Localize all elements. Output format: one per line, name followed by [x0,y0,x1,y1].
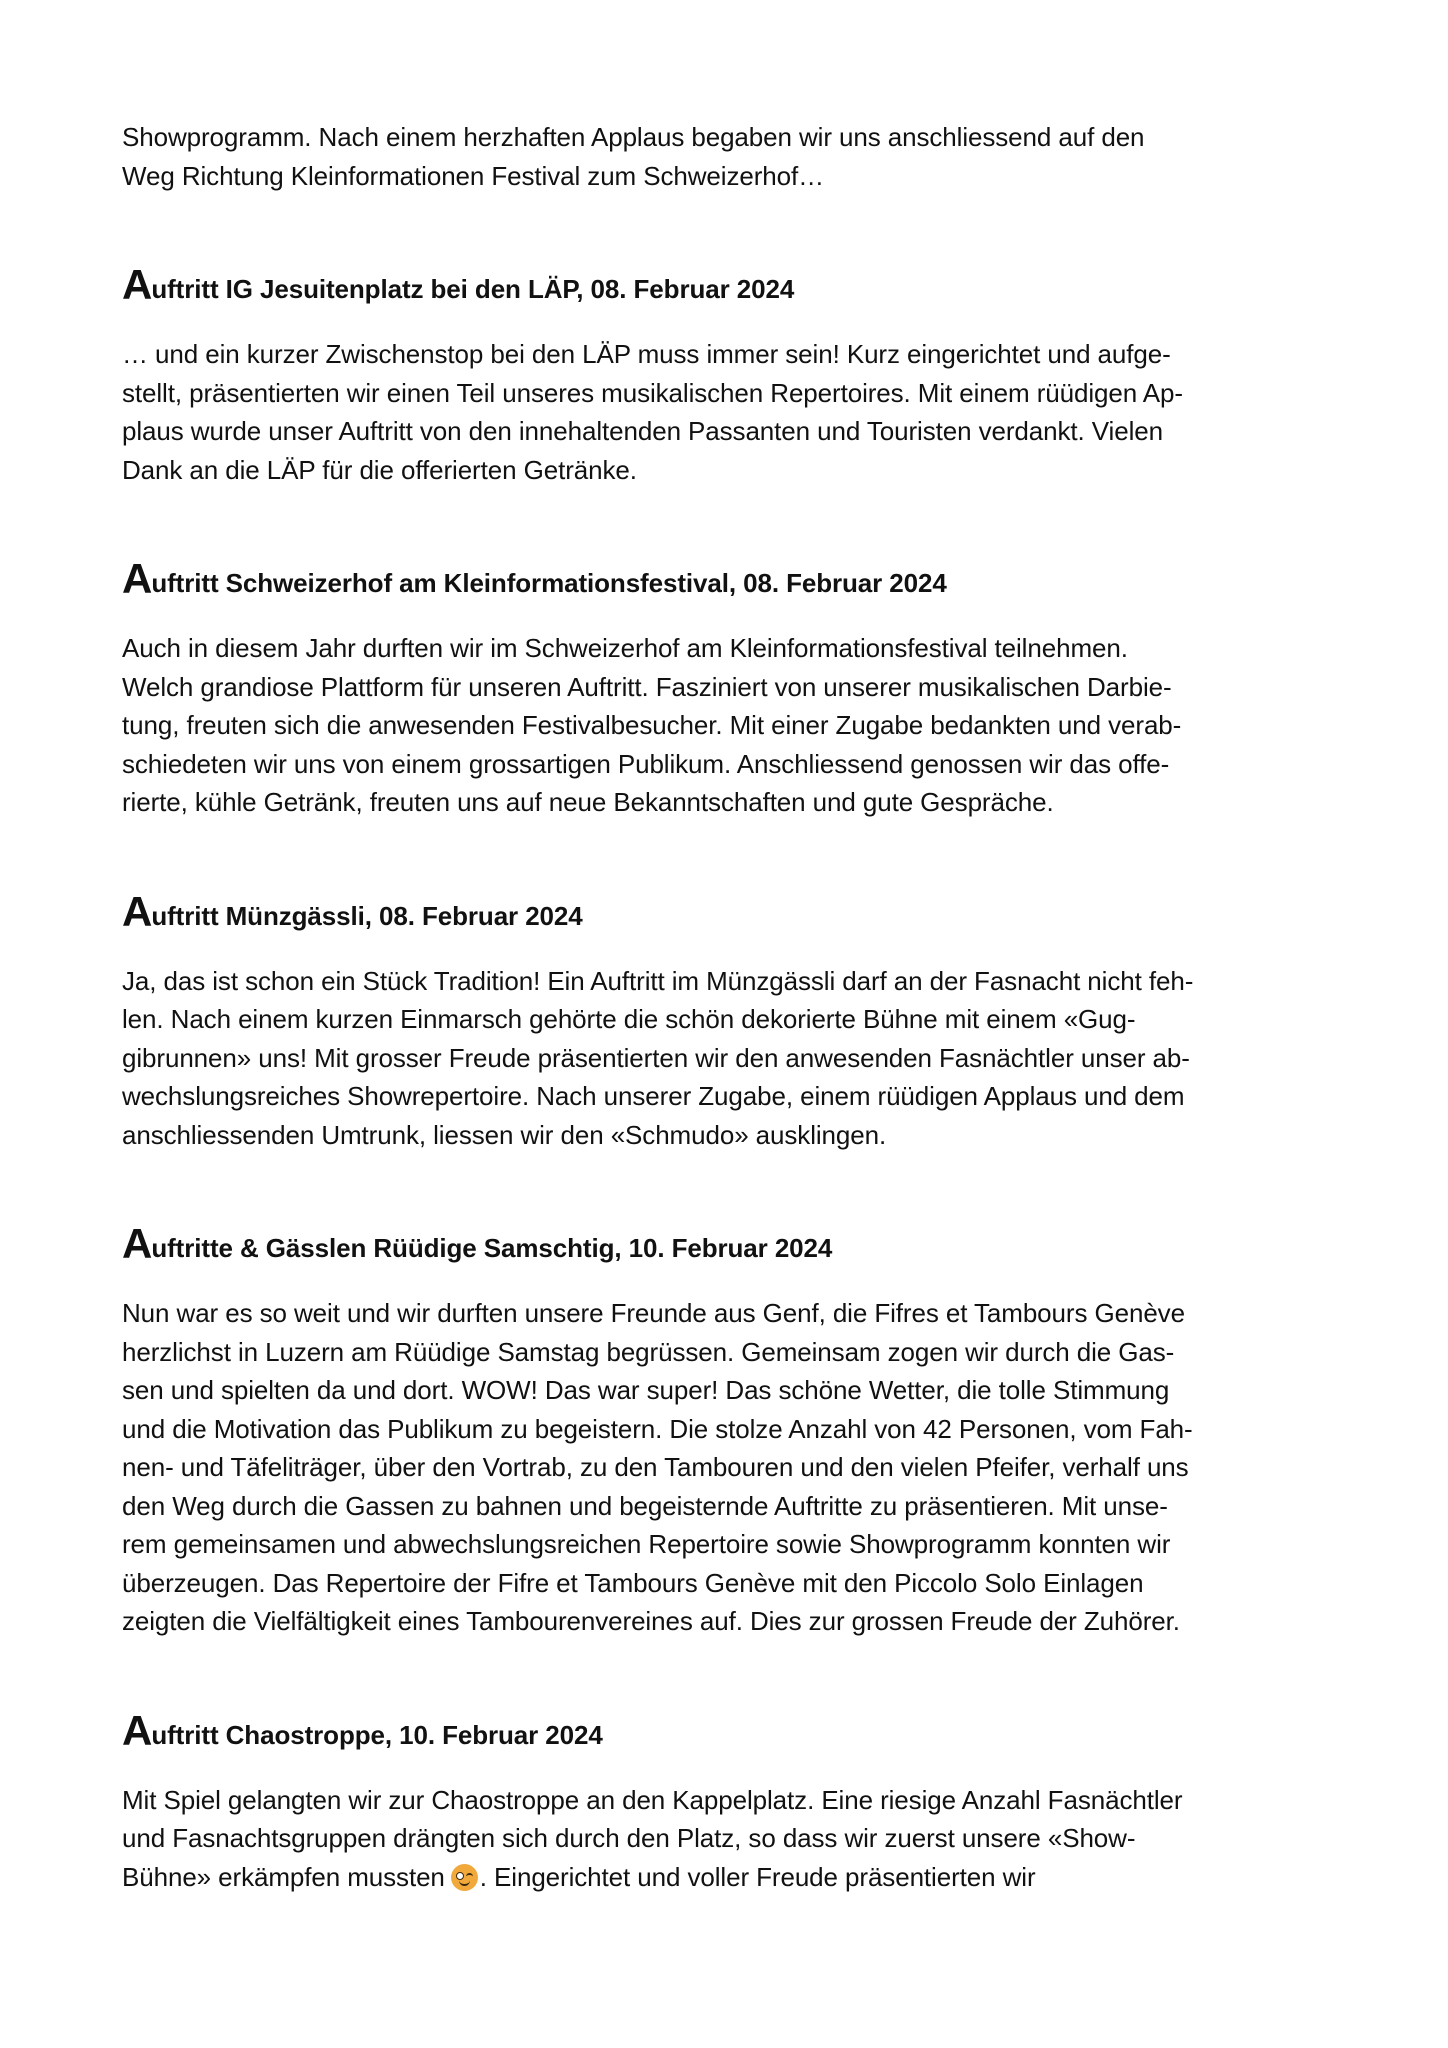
text-line: len. Nach einem kurzen Einmarsch gehörte die schön dekorierte Bühne mit einem «Gug- [122,1004,1136,1034]
winking-face-icon [451,1864,478,1891]
text-line: und die Motivation das Publikum zu begeistern. Die stolze Anzahl von 42 Personen, vom Fah- [122,1413,1193,1444]
text-line: Weg Richtung Kleinformationen Festival zum Schweizerhof… [122,160,825,191]
section-heading [122,555,1332,603]
section-body [122,335,1332,489]
text-line: Showprogramm. Nach einem herzhaften Applaus begaben wir uns anschliessend auf den [122,122,1145,152]
text-fragment: . Eingerichtet und voller Freude präsentierten wir [479,1861,1036,1892]
heading-text: uftritt Münzgässli, 08. Februar 2024 [151,900,583,931]
text-line: und Fasnachtsgruppen drängten sich durch den Platz, so dass wir zuerst unsere «Show- [122,1823,1136,1853]
text-line: rem gemeinsamen und abwechslungsreichen Repertoire sowie Showprogramm konnten wir [122,1529,1171,1559]
heading-initial: A [122,1706,152,1754]
section-heading [122,261,1332,309]
section-body [122,1294,1332,1641]
text-line: überzeugen. Das Repertoire der Fifre et Tambours Genève mit den Piccolo Solo Einlagen [122,1567,1144,1598]
heading-initial: A [122,1220,152,1267]
intro-paragraph [122,118,1332,195]
section-body [122,629,1332,822]
text-line: sen und spielten da und dort. WOW! Das war super! Das schöne Wetter, die tolle Stimmung [122,1375,1170,1405]
section-chaostroppe [122,1706,1332,1897]
text-line: den Weg durch die Gassen zu bahnen und begeisternde Auftritte zu präsentieren. Mit unse- [122,1490,1168,1521]
section-heading [122,887,1332,936]
text-line: Nun war es so weit und wir durften unsere Freunde aus Genf, die Fifres et Tambours Genève [122,1298,1185,1328]
heading-text: uftritt IG Jesuitenplatz bei den LÄP, 08. Februar 2024 [151,274,795,304]
text-line: zeigten die Vielfältigkeit eines Tambourenvereines auf. Dies zur grossen Freude der Zuhörer. [122,1606,1180,1636]
text-line: nen- und Täfeliträger, über den Vortrab, zu den Tambouren und den vielen Pfeifer, verhalf uns [122,1452,1189,1482]
section-jesuitenplatz [122,261,1332,489]
text-line: … und ein kurzer Zwischenstop bei den LÄP muss immer sein! Kurz eingerichtet und aufge- [122,339,1171,369]
document-page [122,118,1332,1896]
text-line: Dank an die LÄP für die offerierten Getränke. [122,454,637,485]
section-heading [122,1220,1332,1268]
text-line: gibrunnen» uns! Mit grosser Freude präsentierten wir den anwesenden Fasnächtler unser ab- [122,1042,1190,1073]
heading-text: uftritt Schweizerhof am Kleinformationsfestival, 08. Februar 2024 [151,568,947,598]
section-muenzgaessli [122,887,1332,1155]
section-ruedige-samschtig [122,1220,1332,1641]
heading-initial: A [122,261,152,308]
text-line: rierte, kühle Getränk, freuten uns auf neue Bekanntschaften und gute Gespräche. [122,787,1054,817]
text-line: Welch grandiose Plattform für unseren Auftritt. Fasziniert von unserer musikalischen Darbie- [122,671,1172,702]
text-line [122,1858,1332,1897]
text-line: schiedeten wir uns von einem grossartigen Publikum. Anschliessend genossen wir das offe- [122,748,1170,779]
text-line: plaus wurde unser Auftritt von den innehaltenden Passanten und Touristen verdankt. Vielen [122,416,1163,446]
text-line: stellt, präsentierten wir einen Teil unseres musikalischen Repertoires. Mit einem rüüdigen Ap- [122,377,1183,408]
text-line: tung, freuten sich die anwesenden Festivalbesucher. Mit einer Zugabe bedankten und verab- [122,710,1182,740]
heading-initial: A [122,887,152,935]
text-line: herzlichst in Luzern am Rüüdige Samstag begrüssen. Gemeinsam zogen wir durch die Gas- [122,1336,1175,1367]
text-line: Mit Spiel gelangten wir zur Chaostroppe an den Kappelplatz. Eine riesige Anzahl Fasnächtler [122,1784,1183,1815]
heading-initial: A [122,555,152,602]
heading-text: uftritte & Gässlen Rüüdige Samschtig, 10. Februar 2024 [151,1233,833,1263]
text-line: Ja, das ist schon ein Stück Tradition! Ein Auftritt im Münzgässli darf an der Fasnacht nicht feh- [122,965,1194,996]
text-line: Auch in diesem Jahr durften wir im Schweizerhof am Kleinformationsfestival teilnehmen. [122,633,1128,663]
heading-text: uftritt Chaostroppe, 10. Februar 2024 [151,1719,603,1750]
section-heading [122,1706,1332,1755]
text-line: anschliessenden Umtrunk, liessen wir den «Schmudo» ausklingen. [122,1119,887,1150]
section-body [122,1781,1332,1897]
text-fragment: Bühne» erkämpfen mussten [122,1861,445,1892]
section-schweizerhof [122,555,1332,822]
text-line: wechslungsreiches Showrepertoire. Nach unserer Zugabe, einem rüüdigen Applaus und dem [122,1081,1185,1111]
section-body [122,962,1332,1155]
